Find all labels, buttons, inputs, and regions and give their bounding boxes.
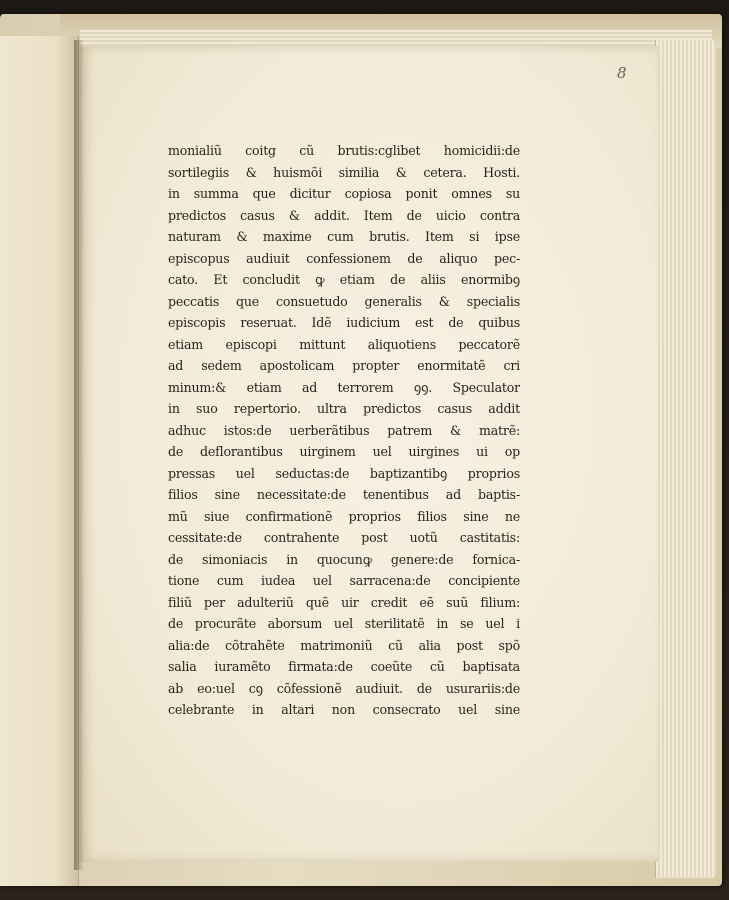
text-line: episcopus audiuit confessionem de aliquo pec- [168,250,520,266]
text-line: de procurãte aborsum uel sterilitatẽ in se uel i [168,616,520,631]
text-line: salia iuramẽto firmata:de coeũte cũ baptisata [168,659,520,674]
text-line: de simoniacis in quocunꝙ genere:de fornica- [168,551,520,567]
text-line: tione cum iudea uel sarracena:de concipiente [168,573,520,588]
text-line: monialiũ coitg cũ brutis:cglibet homicidii:de [168,143,520,158]
text-line: cessitate:de contrahente post uotũ castitatis: [168,530,520,545]
text-line: ab eo:uel cꝯ cõfessionẽ audiuit. de usurariis:de [168,680,520,696]
text-line: in summa que dicitur copiosa ponit omnes su [168,186,520,201]
text-line: alia:de cõtrahẽte matrimoniũ cũ alia post spõ [168,637,520,653]
verso-page-edge [0,36,79,886]
text-line: in suo repertorio. ultra predictos casus addit [168,401,520,416]
text-line: adhuc istos:de uerberãtibus patrem & matrẽ: [168,422,520,438]
text-line: pressas uel seductas:de baptizantibꝯ proprios [168,465,520,481]
text-line: minum:& etiam ad terrorem ꝯꝯ. Speculator [168,379,520,395]
text-line: etiam episcopi mittunt aliquotiens peccatorẽ [168,336,520,352]
text-line: naturam & maxime cum brutis. Item si ipse [168,229,520,244]
page-block-fore-edges [655,40,716,878]
text-line: sortilegiis & huismõi similia & cetera. Hosti. [168,164,520,180]
gutter-shadow [74,40,84,870]
text-line: celebrante in altari non consecrato uel sine [168,702,520,717]
text-line: predictos casus & addit. Item de uicio contra [168,207,520,223]
page-block-top-edges [80,30,712,46]
text-line: episcopis reseruat. Idẽ iudicium est de quibus [168,315,520,330]
text-line: mũ siue confirmationẽ proprios filios sine ne [168,508,520,524]
text-line: peccatis que consuetudo generalis & specialis [168,293,520,309]
text-line: filiũ per adulteriũ quẽ uir credit eẽ suũ filium: [168,594,520,610]
text-line: de deflorantibus uirginem uel uirgines ui op [168,444,520,459]
text-line: filios sine necessitate:de tenentibus ad baptis- [168,487,520,502]
text-line: ad sedem apostolicam propter enormitatẽ cri [168,358,520,373]
text-line: cato. Et concludit ꝙ etiam de aliis enormibꝯ [168,272,520,287]
folio-number: 8 [617,64,627,82]
text-block [168,140,520,721]
